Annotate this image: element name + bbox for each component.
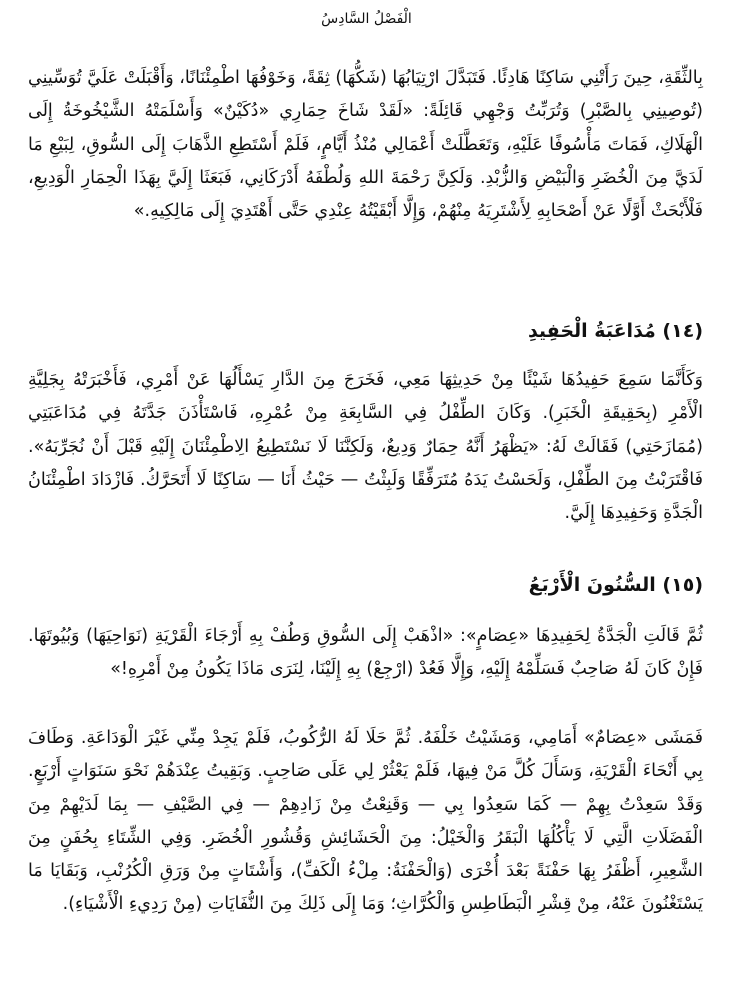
paragraph-four-years: فَمَشَى «عِصَامٌ» أَمَامِي، وَمَشَيْتُ خَلْفَهُ. ثُمَّ حَلَا لَهُ الرُّكُوبُ، فَلَمْ يَجِدْ مِنِّي غَيْرَ الْوَدَاعَةِ. وَطَافَ بِي أَنْحَاءَ الْقَرْيَةِ، وَسَأَلَ كُلَّ مَنْ فِيهَا، فَلَمْ يَعْثُرْ لِي عَلَى صَاحِبٍ. وَبَقِيتُ عِنْدَهُمْ نَحْوَ سَنَوَاتٍ أَرْبَعٍ. وَقَدْ سَعِدْتُ بِهِمْ — كَمَا سَعِدُوا بِي — وَقَنِعْتُ مِنْ زَادِهِمْ — فِي الصَّيْفِ — بِمَا لَدَيْهِمْ مِنَ الْفَضَلَاتِ الَّتِي لَا يَأْكُلُهَا الْبَقَرُ وَالْخَيْلُ: مِنَ الْحَشَائِشِ وَقُشُورِ الْخُضَرِ. وَفِي الشِّتَاءِ بِحُفَنٍ مِنَ الشَّعِيرِ، أَظْفَرُ بِهَا حَفْنَةً بَعْدَ أُخْرَى (وَالْحَفْنَةُ: مِلْءُ الْكَفِّ)، وَأَشْتَاتٍ مِنْ وَرَقِ الْكُرُنْبِ، وَبَقَايَا مَا يَسْتَغْنُونَ عَنْهُ، مِنْ قِشْرِ الْبَطَاطِسِ وَالْكُرَّاثِ؛ وَمَا إِلَى ذَلِكَ مِنَ النُّفَايَاتِ (مِنْ رَدِيءِ الْأَشْيَاءِ). [28,728,703,915]
chapter-running-head: الْفَصْلُ السَّادِسُ [321,11,412,27]
section-heading-14: (١٤) مُدَاعَبَةُ الْحَفِيدِ [527,320,703,342]
paragraph-grandson: وَكَأَنَّمَا سَمِعَ حَفِيدُهَا شَيْئًا مِنْ حَدِيثِهَا مَعِي، فَخَرَجَ مِنَ الدَّارِ يَسْأَلُهَا عَنْ أَمْرِي، فَأَخْبَرَتْهُ بِجَلِيَّةِ الْأَمْرِ (بِحَقِيقَةِ الْخَبَرِ). وَكَانَ الطِّفْلُ فِي السَّابِعَةِ مِنْ عُمْرِهِ، فَاسْتَأْذَنَ جَدَّتَهُ فِي مُدَاعَبَتِي (مُمَازَحَتِي) فَقَالَتْ لَهُ: «يَظْهَرُ أَنَّهُ حِمَارٌ وَدِيعٌ، وَلَكِنَّنَا لَا نَسْتَطِيعُ الِاطْمِئْنَانَ إِلَيْهِ قَبْلَ أَنْ نُجَرِّبَهُ». فَاقْتَرَبْتُ مِنَ الطِّفْلِ، وَلَحَسْتُ يَدَهُ مُتَرَفِّقًا وَلَبِثْتُ — حَيْثُ أَنَا — سَاكِنًا لَا أَتَحَرَّكُ. فَازْدَادَ اطْمِئْنَانُ الْجَدَّةِ وَحَفِيدِهَا إِلَيَّ. [28,370,703,524]
section-heading-15: (١٥) السُّنُونَ الْأَرْبَعُ [528,574,703,596]
paragraph-grandmother-instruction: ثُمَّ قَالَتِ الْجَدَّةُ لِحَفِيدِهَا «عِصَامٍ»: «اذْهَبْ إِلَى السُّوقِ وَطُفْ بِهِ أَرْجَاءَ الْقَرْيَةِ (نَوَاحِيَهَا) وَبُيُوتَهَا. فَإِنْ كَانَ لَهُ صَاحِبٌ فَسَلِّمْهُ إِلَيْهِ، وَإِلَّا فَعُدْ (ارْجِعْ) بِهِ إِلَيْنَا، لِنَرَى مَاذَا يَكُونُ مِنْ أَمْرِهِ!» [28,626,703,680]
paragraph-trust: بِالثِّقَةِ، حِينَ رَأَتْنِي سَاكِنًا هَادِئًا. فَتَبَدَّلَ ارْتِيَابُهَا (شَكُّهَا) ثِقَةً، وَخَوْفُهَا اطْمِئْنَانًا، وَأَقْبَلَتْ عَلَيَّ تُوَسِّينِي (تُوصِينِي بِالصَّبْرِ) وَتُرَبِّتُ وَجْهِي قَائِلَةً: «لَقَدْ شَاخَ حِمَارِي «دُكَيْنٌ» وَأَسْلَمَتْهُ الشَّيْخُوخَةُ إِلَى الْهَلَاكِ، فَمَاتَ مَأْسُوفًا عَلَيْهِ، وَتَعَطَّلَتْ أَعْمَالِي مُنْذُ أَيَّامٍ، فَلَمْ أَسْتَطِعِ الذَّهَابَ إِلَى السُّوقِ، لِبَيْعِ مَا لَدَيَّ مِنَ الْخُضَرِ وَالْبَيْضِ وَالزُّبْدِ. وَلَكِنَّ رَحْمَةَ اللهِ وَلُطْفَهُ أَدْرَكَانِي، فَبَعَثَا إِلَيَّ بِهَذَا الْحِمَارِ الْوَدِيعِ، فَلْأَبْحَثْ أَوَّلًا عَنْ أَصْحَابِهِ لِأَشْتَرِيَهُ مِنْهُمْ، وَإِلَّا أَبْقَيْتُهُ عِنْدِي حَتَّى أَهْتَدِيَ إِلَى مَالِكِيهِ.» [28,68,703,222]
